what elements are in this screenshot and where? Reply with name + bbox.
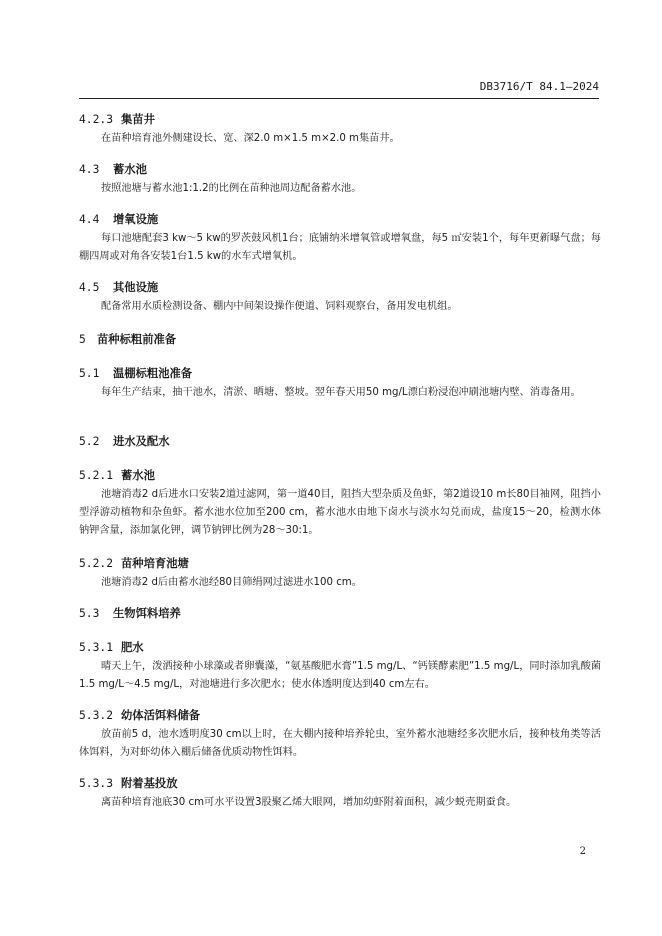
section-title: 温棚标粗池准备 (113, 367, 193, 380)
section-number: 5.3 (79, 607, 100, 620)
section-number: 5.3.3 (79, 777, 114, 790)
section-number: 5.3.1 (79, 641, 114, 654)
section-heading (79, 640, 601, 656)
section-heading (79, 606, 601, 622)
section-number: 4.5 (79, 281, 100, 294)
section-paragraph: 放苗前5 d，池水透明度30 cm以上时，在大棚内接种培养轮虫，室外蓄水池塘经多次肥水后，接种枝角类等活体饵料，为对虾幼体入棚后储备优质动物性饵料。 (79, 729, 601, 758)
section (79, 280, 601, 316)
section-title: 生物饵料培养 (113, 607, 181, 620)
section-heading (79, 332, 601, 348)
section (79, 708, 601, 762)
section-paragraph: 池塘消毒2 d后由蓄水池经80目筛绢网过滤进水100 cm。 (101, 577, 362, 588)
header-rule (79, 98, 599, 99)
section-title: 附着基投放 (121, 777, 178, 790)
section-number: 4.3 (79, 163, 100, 176)
section-paragraph: 在苗种培育池外侧建设长、宽、深2.0 m×1.5 m×2.0 m集苗井。 (101, 133, 400, 144)
section-number: 5.2 (79, 435, 100, 448)
section (79, 640, 601, 694)
section-paragraph: 按照池塘与蓄水池1:1.2的比例在苗种池周边配备蓄水池。 (101, 183, 362, 194)
section-paragraph: 配备常用水质检测设备、棚内中间架设操作便道、饲料观察台，备用发电机组。 (101, 301, 458, 312)
section-title: 集苗井 (121, 113, 155, 126)
section (79, 434, 601, 450)
section-title: 增氧设施 (113, 213, 159, 226)
section-title: 苗种培育池塘 (121, 557, 189, 570)
section (79, 468, 601, 540)
section-heading (79, 366, 601, 382)
section-number: 4.2.3 (79, 113, 114, 126)
page-number: 2 (579, 846, 586, 857)
section-heading (79, 280, 601, 296)
section-heading (79, 776, 601, 792)
section-heading (79, 468, 601, 484)
section (79, 366, 601, 402)
section-paragraph: 离苗种培育池底30 cm可水平设置3股聚乙烯大眼网，增加幼虾附着面积，减少蜕壳期蚕食。 (101, 797, 517, 808)
section (79, 606, 601, 622)
section (79, 212, 601, 266)
section-title: 蓄水池 (121, 469, 155, 482)
section-paragraph: 池塘消毒2 d后进水口安装2道过滤网，第一道40目，阻挡大型杂质及鱼虾，第2道设10 m长80目袖网，阻挡小型浮游动植物和杂鱼虾。蓄水池水位加至200 cm，蓄水池水由地下卤水与淡水勾兑而成，盐度15～20，检测水体钠钾含量，添加氯化钾，调节钠钾比例为28～30:1。 (79, 489, 601, 536)
section-title: 进水及配水 (113, 435, 170, 448)
section-heading (79, 162, 601, 178)
section-number: 5 (79, 333, 86, 346)
section-heading (79, 556, 601, 572)
section-paragraph: 晴天上午，泼洒接种小球藻或者卵囊藻，“氨基酸肥水膏”1.5 mg/L、“钙镁酵素肥”1.5 mg/L，同时添加乳酸菌1.5 mg/L～4.5 mg/L，对池塘进行多次肥水；使水体透明度达到40 cm左右。 (79, 661, 601, 690)
section (79, 162, 601, 198)
section-number: 5.1 (79, 367, 100, 380)
section-number: 5.2.1 (79, 469, 114, 482)
section (79, 332, 601, 348)
document-code: DB3716/T 84.1—2024 (479, 80, 599, 93)
section-title: 其他设施 (113, 281, 159, 294)
section-heading (79, 434, 601, 450)
section-title: 苗种标粗前准备 (97, 333, 177, 346)
section-heading (79, 708, 601, 724)
section-paragraph: 每口池塘配套3 kw～5 kw的罗茨鼓风机1台；底铺纳米增氧管或增氧盘，每5 ㎡安装1个，每年更新曝气盘；每棚四周或对角各安装1台1.5 kw的水车式增氧机。 (79, 233, 601, 262)
section-number: 5.2.2 (79, 557, 114, 570)
section (79, 112, 601, 148)
section-number: 4.4 (79, 213, 100, 226)
section (79, 556, 601, 592)
section-paragraph: 每年生产结束，抽干池水，清淤、晒塘、整坡。翌年春天用50 mg/L漂白粉浸泡冲刷池塘内壁、消毒备用。 (101, 387, 581, 398)
section-title: 幼体活饵料储备 (121, 709, 201, 722)
section-number: 5.3.2 (79, 709, 114, 722)
section-title: 肥水 (121, 641, 144, 654)
section-heading (79, 112, 601, 128)
section-heading (79, 212, 601, 228)
section (79, 776, 601, 812)
section-title: 蓄水池 (113, 163, 147, 176)
